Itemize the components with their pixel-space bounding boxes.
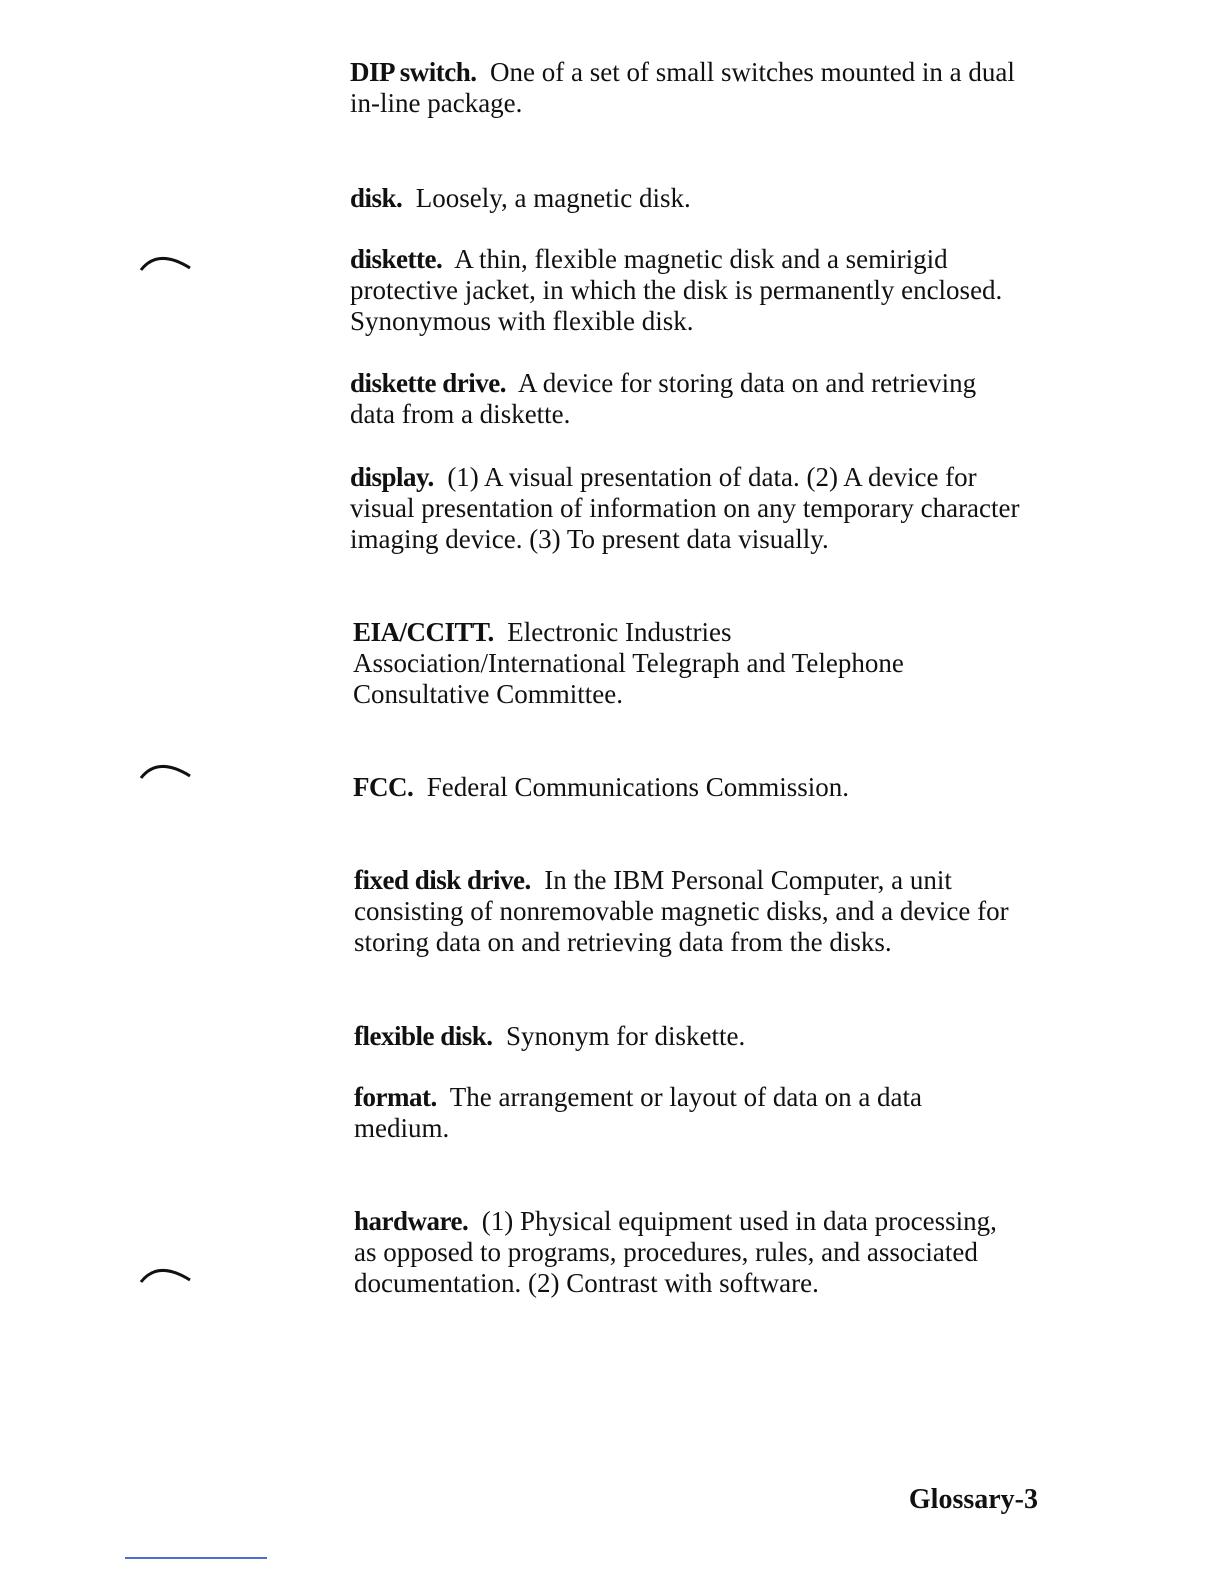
glossary-entry-fixed-disk-drive	[354, 865, 1019, 958]
glossary-definition: Federal Communications Commission.	[426, 772, 849, 802]
glossary-definition: Electronic Industries Association/International Telegraph and Telephone Consultative Committee.	[353, 617, 904, 709]
glossary-definition: In the IBM Personal Computer, a unit consisting of nonremovable magnetic disks, and a device for storing data on and retrieving data from the disks.	[354, 865, 1009, 957]
glossary-definition: Loosely, a magnetic disk.	[415, 183, 691, 213]
glossary-entry-format	[354, 1082, 1004, 1144]
glossary-entry-diskette	[350, 244, 1020, 337]
glossary-entry-hardware	[354, 1206, 1024, 1299]
glossary-term: format.	[354, 1082, 437, 1112]
glossary-term: hardware.	[354, 1206, 469, 1236]
glossary-term: flexible disk.	[354, 1021, 493, 1051]
glossary-definition: (1) A visual presentation of data. (2) A device for visual presentation of information on any temporary character imaging device. (3) To present data visually.	[350, 462, 1020, 554]
glossary-term: display.	[350, 462, 434, 492]
glossary-entry-flexible-disk	[354, 1021, 1044, 1052]
glossary-term: fixed disk drive.	[354, 865, 531, 895]
glossary-definition: (1) Physical equipment used in data processing, as opposed to programs, procedures, rules, and associated documentation. (2) Contrast with software.	[354, 1206, 997, 1298]
glossary-definition: A device for storing data on and retrieving data from a diskette.	[350, 368, 977, 429]
glossary-term: FCC.	[353, 772, 414, 802]
scan-edge-line	[125, 1557, 267, 1559]
glossary-term: disk.	[350, 183, 403, 213]
glossary-entry-dip-switch	[350, 57, 1040, 119]
glossary-definition: One of a set of small switches mounted in a dual in-line package.	[350, 57, 1015, 118]
punch-hole-mark	[138, 758, 194, 782]
punch-hole-mark	[138, 250, 194, 274]
glossary-definition: The arrangement or layout of data on a data medium.	[354, 1082, 923, 1143]
page-number-label: Glossary-3	[908, 1484, 1038, 1515]
glossary-entry-diskette-drive	[350, 368, 990, 430]
punch-hole-mark	[138, 1262, 194, 1286]
glossary-term: EIA/CCITT.	[353, 617, 494, 647]
glossary-definition: Synonym for diskette.	[506, 1021, 746, 1051]
glossary-entry-display	[350, 462, 1035, 555]
glossary-entry-fcc	[353, 772, 1043, 803]
glossary-definition: A thin, flexible magnetic disk and a semirigid protective jacket, in which the disk is permanently enclosed. Synonymous with flexible disk.	[350, 244, 1003, 336]
glossary-entry-eia-ccitt	[353, 617, 1003, 710]
glossary-entry-disk	[350, 183, 950, 214]
glossary-term: DIP switch.	[350, 57, 477, 87]
glossary-term: diskette drive.	[350, 368, 506, 398]
glossary-term: diskette.	[350, 244, 443, 274]
